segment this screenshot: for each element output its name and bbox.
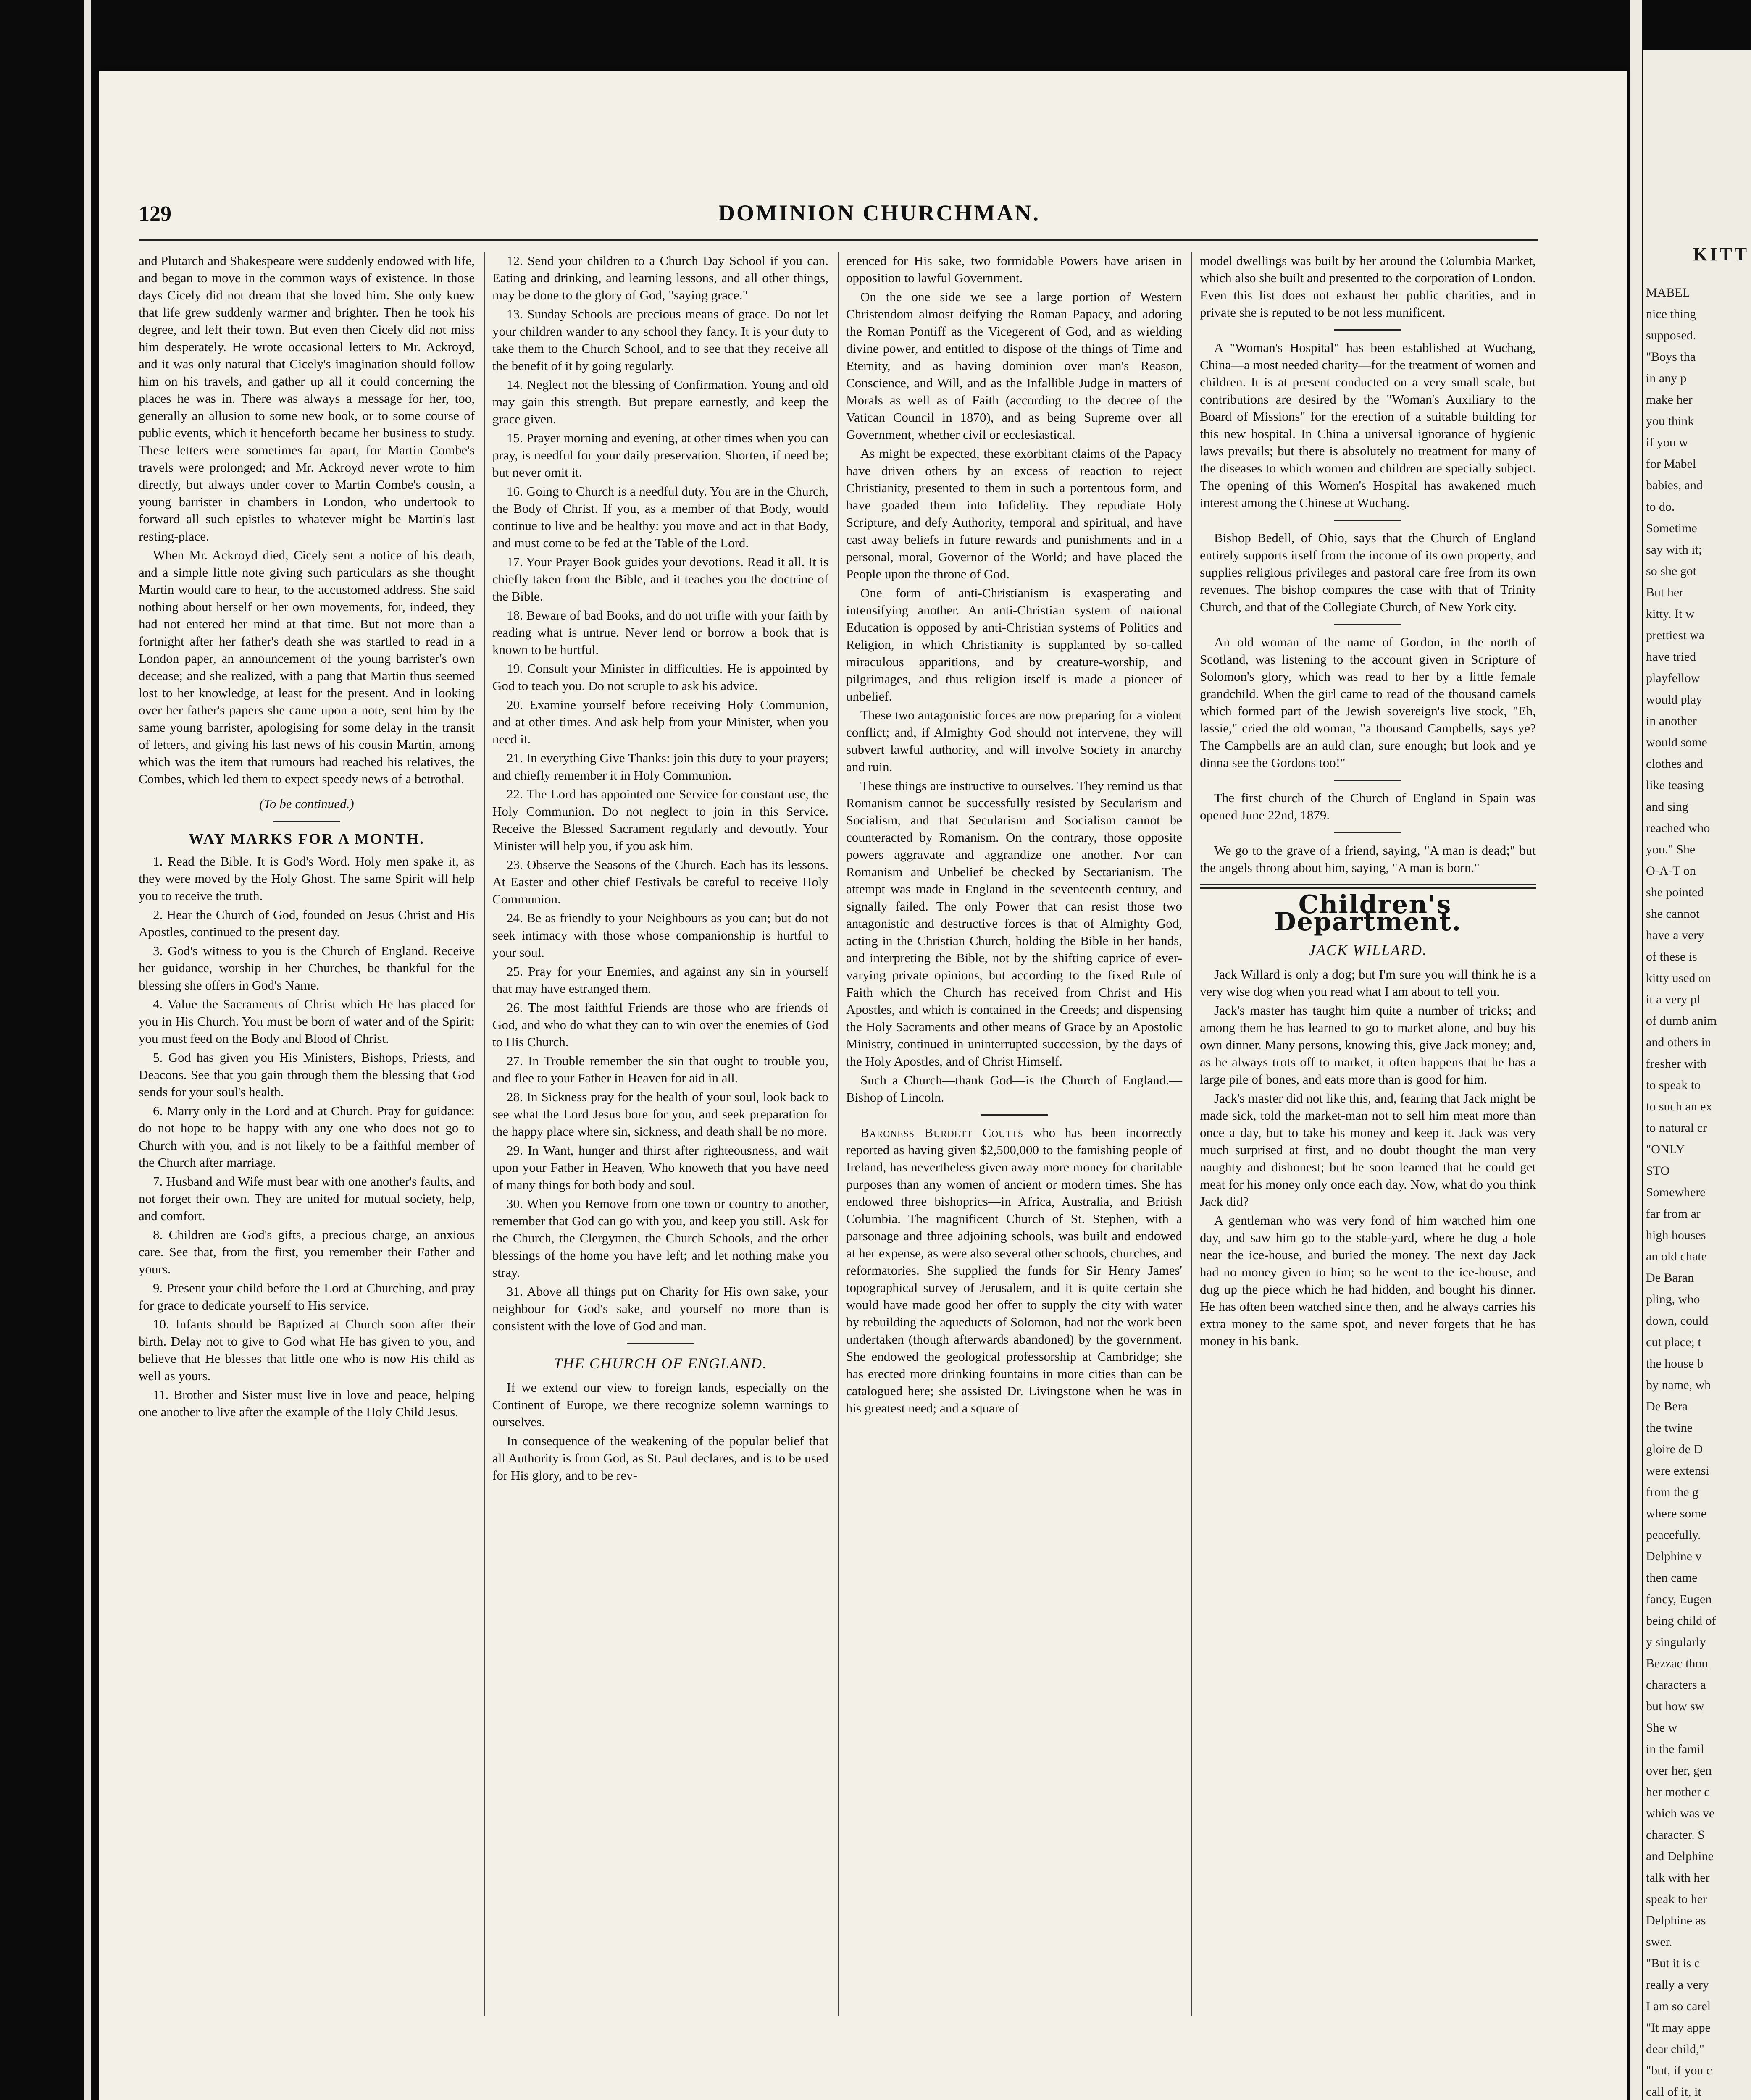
waymark-item: 9. Present your child before the Lord at Churching, and pray for grace to dedicate yourself to His service. (139, 1281, 475, 1312)
section-divider (1334, 780, 1401, 781)
facing-page-line: Bezzac thou (1646, 1656, 1708, 1670)
facing-page-line: make her (1646, 393, 1693, 407)
facing-page-line: would play (1646, 693, 1703, 706)
facing-page-line: clothes and (1646, 757, 1703, 771)
scan-binding-edge-left (84, 0, 91, 2100)
article-paragraph: In consequence of the weakening of the popular belief that all Authority is from God, as St. Paul declares, and is to be used for His glory, and to be rev- (492, 1433, 828, 1483)
story-paragraph: Jack's master did not like this, and, fearing that Jack might be made sick, told the market-man not to sell him meat more than once a day, but to take his money and keep it. Jack was very much surprised at first, and no doubt thought the man very naughty and dishonest; but he soon learned that he could get meat for his money only once each day. Now, what do you think Jack did? (1200, 1091, 1536, 1209)
waymark-item: 12. Send your children to a Church Day School if you can. Eating and drinking, and learning lessons, and all other things, may be done to the glory of God, "saying grace." (492, 253, 828, 302)
column-2 (492, 252, 828, 1486)
news-item: Bishop Bedell, of Ohio, says that the Church of England entirely supports itself from the income of its own property, and supplies religious privileges and pastoral care free from its own revenues. The bishop compares the case with that of Trinity Church, and that of the Collegiate Church, of New York city. (1200, 530, 1536, 614)
story-paragraph: When Mr. Ackroyd died, Cicely sent a notice of his death, and a simple little note giving such particulars as she thought Martin would care to hear, to the accustomed address. She said nothing about herself or her own movements, for, indeed, they had not entered her mind at that time. But not more than a fortnight after her father's death she was startled to read in a London paper, an announcement of the young barrister's own decease; and she realized, with a pang that Martin thus seemed lost to her knowledge, at least for the present. And in looking over her father's papers she came upon a note, sent him by the same young barrister, apologising for some delay in the transit of letters, and giving his last news of his cousin Martin, among which was the item that rumours had reached his relatives, the Combes, which led them to expect speedy news of a betrothal. (139, 548, 475, 786)
waymark-item: 10. Infants should be Baptized at Church soon after their birth. Delay not to give to God what He has given to you, and believe that He blesses that little one who is now His child as well as yours. (139, 1317, 475, 1383)
news-item: We go to the grave of a friend, saying, "A man is dead;" but the angels throng about him, saying, "A man is born." (1200, 843, 1536, 875)
column-3 (846, 252, 1182, 1418)
news-item: An old woman of the name of Gordon, in the north of Scotland, was listening to the account given in Scripture of Solomon's glory, which was read to her by a little female grandchild. When the girl came to read of the thousand camels which formed part of the Jewish sovereign's live stock, "Eh, lassie," cried the old woman, "a thousand Campbells, says ye? The Campbells are an auld clan, sure enough; but look and ye dinna see the Gordons too!" (1200, 635, 1536, 770)
facing-page-line: and sing (1646, 800, 1688, 814)
facing-page-line: Delphine as (1646, 1914, 1706, 1927)
article-paragraph: These things are instructive to ourselves. They remind us that Romanism cannot be successfully resisted by Secularism and Socialism, and that Secularism and Socialism cannot be counteracted by Romanism. On the contrary, those opposite powers aggravate and aggrandize one another. Nor can Romanism and Unbelief be checked by Sectarianism. The attempt was made in England in the seventeenth century, and signally failed. The only Power that can resist those two antagonistic and destructive forces is that of Almighty God, acting in the Christian Church, holding the Bible in her hands, and interpreting the Bible, not by the shifting caprice of ever-varying private opinions, but according to the fixed Rule of Faith which the Church has received from Christ and His Apostles, and which is contained in the Creeds; and dispensing the Holy Sacraments and other means of Grace by an Apostolic Ministry, continued in uninterrupted succession, by the days of the Holy Apostles, and of Christ Himself. (846, 778, 1182, 1068)
facing-page-line: and others in (1646, 1035, 1711, 1049)
facing-page-line: by name, wh (1646, 1378, 1711, 1392)
news-item: The first church of the Church of England in Spain was opened June 22nd, 1879. (1200, 790, 1536, 822)
section-divider (1334, 329, 1401, 331)
section-divider (1334, 832, 1401, 833)
facing-page-line: "but, if you c (1646, 2063, 1712, 2077)
facing-page-line: it a very pl (1646, 992, 1701, 1006)
facing-page-line: Sometime (1646, 521, 1697, 535)
story-paragraph: and Plutarch and Shakespeare were suddenly endowed with life, and began to move in the common ways of existence. In those days Cicely did not dream that she loved him. She only knew that life grew suddenly warmer and brighter. Then he took his degree, and left their town. But even then Cicely did not miss him desperately. He wrote occasional letters to Mr. Ackroyd, and it was only natural that Cicely's imagination should follow him on his travels, and gather up all it could concerning the places he was in. There was always a message for her, too, generally an allusion to some new book, or to some course of public events, which it henceforth became her business to study. These letters were sometimes far apart, for Martin Combe's travels were prolonged; and Mr. Ackroyd never wrote to him directly, but always under cover to Martin Combe's cousin, a young barrister in chambers in London, who undertook to forward all such epistles to whatever might be Martin's last resting-place. (139, 253, 475, 543)
facing-page-line: talk with her (1646, 1871, 1710, 1885)
header-rule (139, 239, 1538, 241)
facing-page-line: like teasing (1646, 778, 1704, 792)
facing-page-line: for Mabel (1646, 457, 1696, 471)
coutts-text: who has been incorrectly reported as having given $2,500,000 to the famishing people of Ireland, has nevertheless given away more money for charitable purposes than any women of ancient or modern times. She has endowed three bishoprics—in Africa, Australia, and British Columbia. The magnificent Church of St. Stephen, with a parsonage and three adjoining schools, was built and endowed at her expense, as were also several other schools, churches, and reformatories. She supplied the funds for Sir Henry James' topographical survey of Jerusalem, and it is quite certain she would have made good her offer to supply the city with water by rebuilding the aqueducts of Solomon, had not the work been undertaken (though afterwards abandoned) by the government. She endowed the geological professorship at Cambridge; she has erected more drinking fountains in more cities than can be catalogued here; she assisted Dr. Livingstone when he was in his greatest need; and a square of (846, 1125, 1182, 1415)
facing-page-line: "It may appe (1646, 2021, 1711, 2034)
article-paragraph: As might be expected, these exorbitant claims of the Papacy have driven others by an excess of reaction to reject Christianity, presented to them in such a portentous form, and have goaded them into Infidelity. They repudiate Holy Scripture, and defy Authority, temporal and spiritual, and have cast away beliefs in future rewards and punishments and in a personal, moral, Governor of the World; and have placed the People upon the throne of God. (846, 446, 1182, 581)
facing-page-line: kitty used on (1646, 971, 1711, 985)
facing-page-line: De Baran (1646, 1271, 1694, 1285)
column-divider (1191, 252, 1192, 2016)
waymark-item: 14. Neglect not the blessing of Confirmation. Young and old may gain this strength. But prepare earnestly, and keep the grace given. (492, 377, 828, 426)
facing-page-line: then came (1646, 1571, 1698, 1585)
facing-page-line: over her, gen (1646, 1764, 1712, 1777)
facing-page-line: O-A-T on (1646, 864, 1696, 878)
facing-page-line: prettiest wa (1646, 628, 1705, 642)
section-divider (1334, 520, 1401, 521)
facing-page-line: playfellow (1646, 671, 1700, 685)
page-number: 129 (139, 202, 171, 226)
facing-page-line: "Boys tha (1646, 350, 1696, 364)
department-rule (1200, 884, 1536, 889)
coutts-lead: Baroness Burdett Coutts (860, 1125, 1024, 1140)
article-paragraph: erenced for His sake, two formidable Powers have arisen in opposition to lawful Government. (846, 253, 1182, 285)
story-paragraph: Jack Willard is only a dog; but I'm sure you will think he is a very wise dog when you read what I am about to tell you. (1200, 967, 1536, 999)
section-divider (981, 1114, 1048, 1116)
facing-page-line: to such an ex (1646, 1100, 1712, 1113)
facing-page-line: an old chate (1646, 1250, 1707, 1263)
facing-page-line: where some (1646, 1507, 1707, 1520)
column-divider (484, 252, 485, 2016)
waymark-item: 4. Value the Sacraments of Christ which He has placed for you in His Church. You must be born of water and of the Spirit: you must feed on the Body and Blood of Christ. (139, 997, 475, 1046)
article-paragraph: If we extend our view to foreign lands, especially on the Continent of Europe, we there recognize solemn warnings to ourselves. (492, 1380, 828, 1429)
facing-page-line: fresher with (1646, 1057, 1707, 1071)
facing-page-line: cut place; t (1646, 1335, 1701, 1349)
waymark-item: 1. Read the Bible. It is God's Word. Holy men spake it, as they were moved by the Holy Ghost. The same Spirit will help you to receive the truth. (139, 854, 475, 903)
facing-page-line: to natural cr (1646, 1121, 1707, 1135)
facing-page-line: peacefully. (1646, 1528, 1701, 1542)
to-be-continued: (To be continued.) (259, 796, 354, 811)
facing-page-line: dear child," (1646, 2042, 1704, 2056)
facing-page-line: she pointed (1646, 885, 1704, 899)
news-items (1200, 329, 1536, 876)
facing-page-line: swer. (1646, 1935, 1672, 1949)
church-of-england-body (846, 252, 1182, 1106)
facing-page-line: Delphine v (1646, 1549, 1702, 1563)
section-divider (627, 1343, 694, 1344)
article-paragraph: On the one side we see a large portion of Western Christendom almost deifying the Roman Papacy, and adoring the Roman Pontiff as the Vicegerent of God, and as wielding divine power, and entitled to dispose of the things of Time and Eternity, and as having dominion over man's Reason, Conscience, and Will, and as the Infallible Judge in matters of Morals as well as of Faith (according to the decree of the Vatican Council in 1870), and as being Supreme over all Government, whether civil or ecclesiastical. (846, 289, 1182, 442)
facing-page-line: of these is (1646, 950, 1697, 963)
facing-page-line: But her (1646, 585, 1684, 599)
waymark-item: 8. Children are God's gifts, a precious charge, an anxious care. See that, from the first, you remember their Father and yours. (139, 1227, 475, 1276)
facing-page-line: MABEL (1646, 286, 1690, 299)
column-4 (1200, 252, 1536, 1351)
facing-page-line: have tried (1646, 650, 1696, 664)
waymark-item: 22. The Lord has appointed one Service for constant use, the Holy Communion. Do not neglect to join in this Service. Receive the Blessed Sacrament regularly and devoutly. Your Minister will help you, if you ask him. (492, 787, 828, 853)
facing-page-line: her mother c (1646, 1785, 1710, 1799)
story-title: JACK WILLARD. (1309, 942, 1427, 958)
facing-page-line: from the g (1646, 1485, 1698, 1499)
waymark-item: 13. Sunday Schools are precious means of grace. Do not let your children wander to any school they fancy. It is your duty to take them to the Church School, and to see that they receive all the benefit of it by going regularly. (492, 307, 828, 373)
facing-page-line: Somewhere (1646, 1185, 1706, 1199)
waymark-item: 6. Marry only in the Lord and at Church. Pray for guidance: do not hope to be happy with any one who does not go to Church with you, and is not likely to be a faithful member of the Church after marriage. (139, 1103, 475, 1170)
coutts-paragraph (846, 1124, 1182, 1417)
childrens-department-heading: Children's Department. (1274, 890, 1462, 937)
facing-page-line: being child of (1646, 1614, 1716, 1628)
article-paragraph: Such a Church—thank God—is the Church of England.—Bishop of Lincoln. (846, 1073, 1182, 1105)
facing-page-line: y singularly (1646, 1635, 1706, 1649)
waymark-item: 23. Observe the Seasons of the Church. Each has its lessons. At Easter and other chief Festivals be careful to receive Holy Communion. (492, 857, 828, 906)
facing-page-line: I am so carel (1646, 1999, 1711, 2013)
facing-page-heading: KITT (1693, 244, 1750, 265)
waymark-item: 21. In everything Give Thanks: join this duty to your prayers; and chiefly remember it in Holy Communion. (492, 751, 828, 782)
facing-page-line: kitty. It w (1646, 607, 1695, 621)
masthead: DOMINION CHURCHMAN. (718, 200, 1040, 226)
news-item: A "Woman's Hospital" has been established at Wuchang, China—a most needed charity—for the treatment of women and children. It is at present conducted on a very small scale, but contributions are desired by the "Woman's Auxiliary to the Board of Missions" for the erection of a suitable building for this new hospital. In China a universal ignorance of hygienic laws prevails; but there is absolutely no treatment for many of the diseases to which women and children are specially subject. The opening of this Women's Hospital has awakened much interest among the Chinese at Wuchang. (1200, 340, 1536, 510)
facing-page-line: down, could (1646, 1314, 1709, 1328)
facing-page-line: in the famil (1646, 1742, 1704, 1756)
waymark-item: 26. The most faithful Friends are those who are friends of God, and who do what they can to win over the enemies of God to His Church. (492, 1000, 828, 1049)
facing-page-line: you." She (1646, 843, 1696, 856)
facing-page-line: pling, who (1646, 1292, 1700, 1306)
section-divider (273, 821, 340, 822)
facing-page-fragment (1643, 50, 1751, 2100)
facing-page-line: of dumb anim (1646, 1014, 1717, 1028)
facing-page-line: have a very (1646, 928, 1704, 942)
facing-page-line: say with it; (1646, 543, 1702, 556)
facing-page-line: speak to her (1646, 1892, 1707, 1906)
waymark-item: 16. Going to Church is a needful duty. You are in the Church, the Body of Christ. If you, as a member of that Body, would continue to live and be healthy: you move and act in that Body, and must come to be fed at the Table of the Lord. (492, 484, 828, 550)
waymark-item: 24. Be as friendly to your Neighbours as you can; but do not seek intimacy with those whose companionship is hurtful to your soul. (492, 911, 828, 960)
story-paragraph: Jack's master has taught him quite a number of tricks; and among them he has learned to go to market alone, and buy his own dinner. Many persons, knowing this, give Jack money; and, as he always trots off to market, it often happens that he has a large pile of bones, and eats more than is good for him. (1200, 1003, 1536, 1087)
jack-willard-story (1200, 966, 1536, 1349)
coutts-continuation: model dwellings was built by her around the Columbia Market, which also she built and presented to the corporation of London. Even this list does not exhaust her public charities, and in private she is reputed to be not less munificent. (1200, 253, 1536, 320)
article-paragraph: One form of anti-Christianism is exasperating and intensifying another. An anti-Christian system of national Education is opposed by anti-Christian systems of Politics and Religion, in which Christianity is supplanted by so-called miraculous apparitions, and by creature-worship, and pilgrimages, and thus religion itself is made a pioneer of unbelief. (846, 585, 1182, 704)
waymarks-list-continued (492, 252, 828, 1334)
facing-page-line: nice thing (1646, 307, 1696, 321)
waymark-item: 19. Consult your Minister in difficulties. He is appointed by God to teach you. Do not scruple to ask his advice. (492, 661, 828, 693)
facing-page-line: "But it is c (1646, 1956, 1700, 1970)
story-paragraph: A gentleman who was very fond of him watched him one day, and saw him go to the stable-yard, where he dug a hole near the ice-house, and buried the money. The next day Jack had no money given to him; so he went to the ice-house, and dug up the piece which he had hidden, and bought his dinner. He has often been watched since then, and he always carries his extra money to the same spot, and never forgets that he has money in his bank. (1200, 1213, 1536, 1348)
facing-page-line: so she got (1646, 564, 1696, 578)
facing-page-line: in any p (1646, 371, 1687, 385)
facing-page-line: far from ar (1646, 1207, 1701, 1221)
column-1 (139, 252, 475, 1422)
waymark-item: 15. Prayer morning and evening, at other times when you can pray, is needful for your daily preservation. Shorten, if need be; but never omit it. (492, 430, 828, 480)
waymark-item: 20. Examine yourself before receiving Holy Communion, and at other times. And ask help from your Minister, when you need it. (492, 697, 828, 746)
facing-page-line: call of it, it (1646, 2085, 1701, 2099)
facing-page-line: but how sw (1646, 1699, 1704, 1713)
waymark-item: 17. Your Prayer Book guides your devotions. Read it all. It is chiefly taken from the Bible, and it teaches you the doctrine of the Bible. (492, 554, 828, 604)
facing-page-line: the twine (1646, 1421, 1693, 1435)
facing-page-line: STO (1646, 1164, 1670, 1178)
article-paragraph: These two antagonistic forces are now preparing for a violent conflict; and, if Almighty God should not intervene, they will subvert lawful authority, and will involve Society in anarchy and ruin. (846, 708, 1182, 774)
waymark-item: 25. Pray for your Enemies, and against any sin in yourself that may have estranged them. (492, 964, 828, 996)
facing-page-line: characters a (1646, 1678, 1706, 1692)
waymark-item: 30. When you Remove from one town or country to another, remember that God can go with you, and keep you still. Ask for the Church, the Clergymen, the Church Schools, and the other blessings of the home you have left; and let nothing make you stray. (492, 1196, 828, 1280)
waymark-item: 28. In Sickness pray for the health of your soul, look back to see what the Lord Jesus bore for you, and seek preparation for the happy place where sin, sickness, and death shall be no more. (492, 1089, 828, 1139)
facing-page-line: you think (1646, 414, 1694, 428)
facing-page-line: in another (1646, 714, 1697, 728)
facing-page-line: She w (1646, 1721, 1677, 1735)
facing-page-line: to speak to (1646, 1078, 1701, 1092)
facing-page-line: "ONLY (1646, 1142, 1685, 1156)
scan-binding-edge-right (1630, 0, 1642, 2100)
facing-page-line: character. S (1646, 1828, 1705, 1842)
facing-page-line: babies, and (1646, 478, 1703, 492)
facing-page-line: really a very (1646, 1978, 1709, 1992)
waymark-item: 3. God's witness to you is the Church of England. Receive her guidance, worship in her Churches, be thankful for the blessing she offers in God's Name. (139, 943, 475, 992)
facing-page-line: supposed. (1646, 328, 1696, 342)
facing-page-line: and Delphine (1646, 1849, 1714, 1863)
facing-page-line: which was ve (1646, 1806, 1715, 1820)
waymark-item: 31. Above all things put on Charity for His own sake, your neighbour for God's sake, and yourself no more than is consistent with the love of God and man. (492, 1284, 828, 1333)
facing-page-line: high houses (1646, 1228, 1706, 1242)
waymark-item: 2. Hear the Church of God, founded on Jesus Christ and His Apostles, continued to the present day. (139, 907, 475, 939)
waymark-item: 7. Husband and Wife must bear with one another's faults, and not forget their own. They are united for mutual society, help, and comfort. (139, 1174, 475, 1223)
facing-page-line: if you w (1646, 436, 1688, 449)
waymark-item: 18. Beware of bad Books, and do not trifle with your faith by reading what is untrue. Never lend or borrow a book that is known to be hurtful. (492, 608, 828, 657)
facing-page-line: fancy, Eugen (1646, 1592, 1712, 1606)
facing-page-line: she cannot (1646, 907, 1700, 921)
page-header (139, 197, 1533, 231)
waymark-item: 11. Brother and Sister must live in love and peace, helping one another to live after the example of the Holy Child Jesus. (139, 1387, 475, 1419)
section-divider (1334, 624, 1401, 625)
facing-page-line: the house b (1646, 1357, 1704, 1370)
facing-page-line: would some (1646, 735, 1707, 749)
facing-page-line: to do. (1646, 500, 1675, 514)
waymark-item: 29. In Want, hunger and thirst after righteousness, and wait upon your Father in Heaven, Who knoweth that you have need of many things for both body and soul. (492, 1143, 828, 1192)
waymarks-title: WAY MARKS FOR A MONTH. (188, 830, 425, 847)
facing-page-line: gloire de D (1646, 1442, 1703, 1456)
facing-page-line: were extensi (1646, 1464, 1709, 1478)
waymark-item: 5. God has given you His Ministers, Bishops, Priests, and Deacons. See that you gain through them the blessing that God sends for your soul's health. (139, 1050, 475, 1099)
waymarks-list (139, 853, 475, 1420)
column-divider (838, 252, 839, 2016)
church-of-england-title: THE CHURCH OF ENGLAND. (553, 1355, 768, 1372)
waymark-item: 27. In Trouble remember the sin that ought to trouble you, and flee to your Father in Heaven for aid in all. (492, 1053, 828, 1085)
facing-page-line: reached who (1646, 821, 1710, 835)
facing-page-line: De Bera (1646, 1399, 1688, 1413)
